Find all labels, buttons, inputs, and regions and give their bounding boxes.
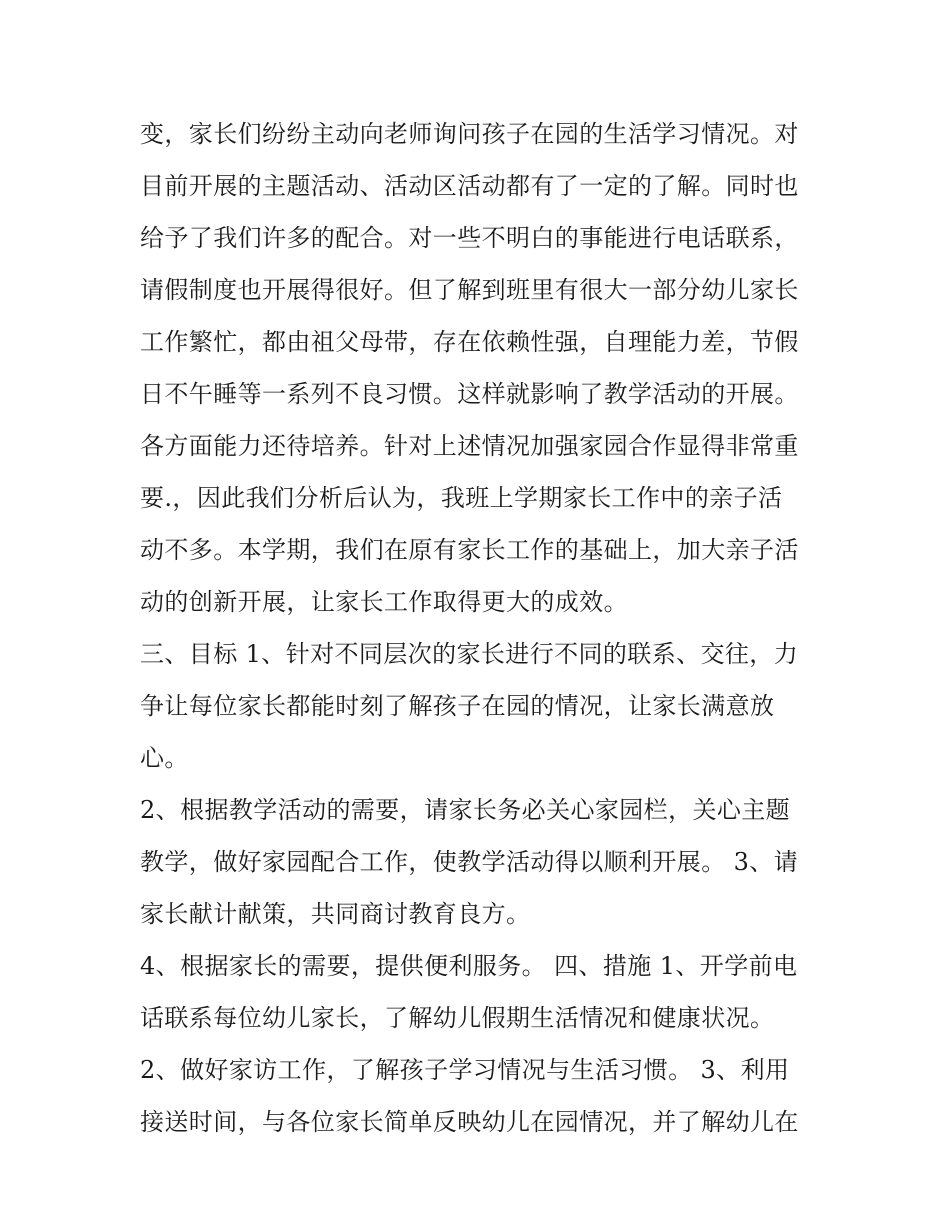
text-line: 动的创新开展，让家长工作取得更大的成效。 (140, 588, 628, 616)
text-line: 目前开展的主题活动、活动区活动都有了一定的了解。同时也 (140, 172, 799, 200)
text-line: 日不午睡等一系列不良习惯。这样就影响了教学活动的开展。 (140, 380, 799, 408)
text-line: 给予了我们许多的配合。对一些不明白的事能进行电话联系， (140, 224, 799, 252)
section-heading-line: 三、目标 1、针对不同层次的家长进行不同的联系、交往，力 (140, 640, 799, 668)
document-body (140, 108, 830, 1148)
text-line: 2、根据教学活动的需要，请家长务必关心家园栏，关心主题 (140, 796, 791, 824)
text-line: 争让每位家长都能时刻了解孩子在园的情况，让家长满意放 (140, 692, 775, 720)
text-line: 2、做好家访工作，了解孩子学习情况与生活习惯。 3、利用 (140, 1056, 790, 1084)
text-line: 接送时间，与各位家长简单反映幼儿在园情况，并了解幼儿在 (140, 1108, 799, 1136)
text-line: 动不多。本学期，我们在原有家长工作的基础上，加大亲子活 (140, 536, 799, 564)
text-line: 请假制度也开展得很好。但了解到班里有很大一部分幼儿家长 (140, 276, 799, 304)
text-line: 话联系每位幼儿家长，了解幼儿假期生活情况和健康状况。 (140, 1004, 775, 1032)
text-line: 心。 (140, 744, 189, 772)
text-line: 变，家长们纷纷主动向老师询问孩子在园的生活学习情况。对 (140, 120, 799, 148)
text-line: 教学，做好家园配合工作，使教学活动得以顺利开展。 3、请 (140, 848, 799, 876)
text-line: 家长献计献策，共同商讨教育良方。 (140, 900, 531, 928)
text-line: 工作繁忙，都由祖父母带，存在依赖性强，自理能力差，节假 (140, 328, 799, 356)
text-line: 要.，因此我们分析后认为，我班上学期家长工作中的亲子活 (140, 484, 783, 512)
text-line: 各方面能力还待培养。针对上述情况加强家园合作显得非常重 (140, 432, 799, 460)
section-heading-line: 4、根据家长的需要，提供便利服务。 四、措施 1、开学前电 (140, 952, 798, 980)
